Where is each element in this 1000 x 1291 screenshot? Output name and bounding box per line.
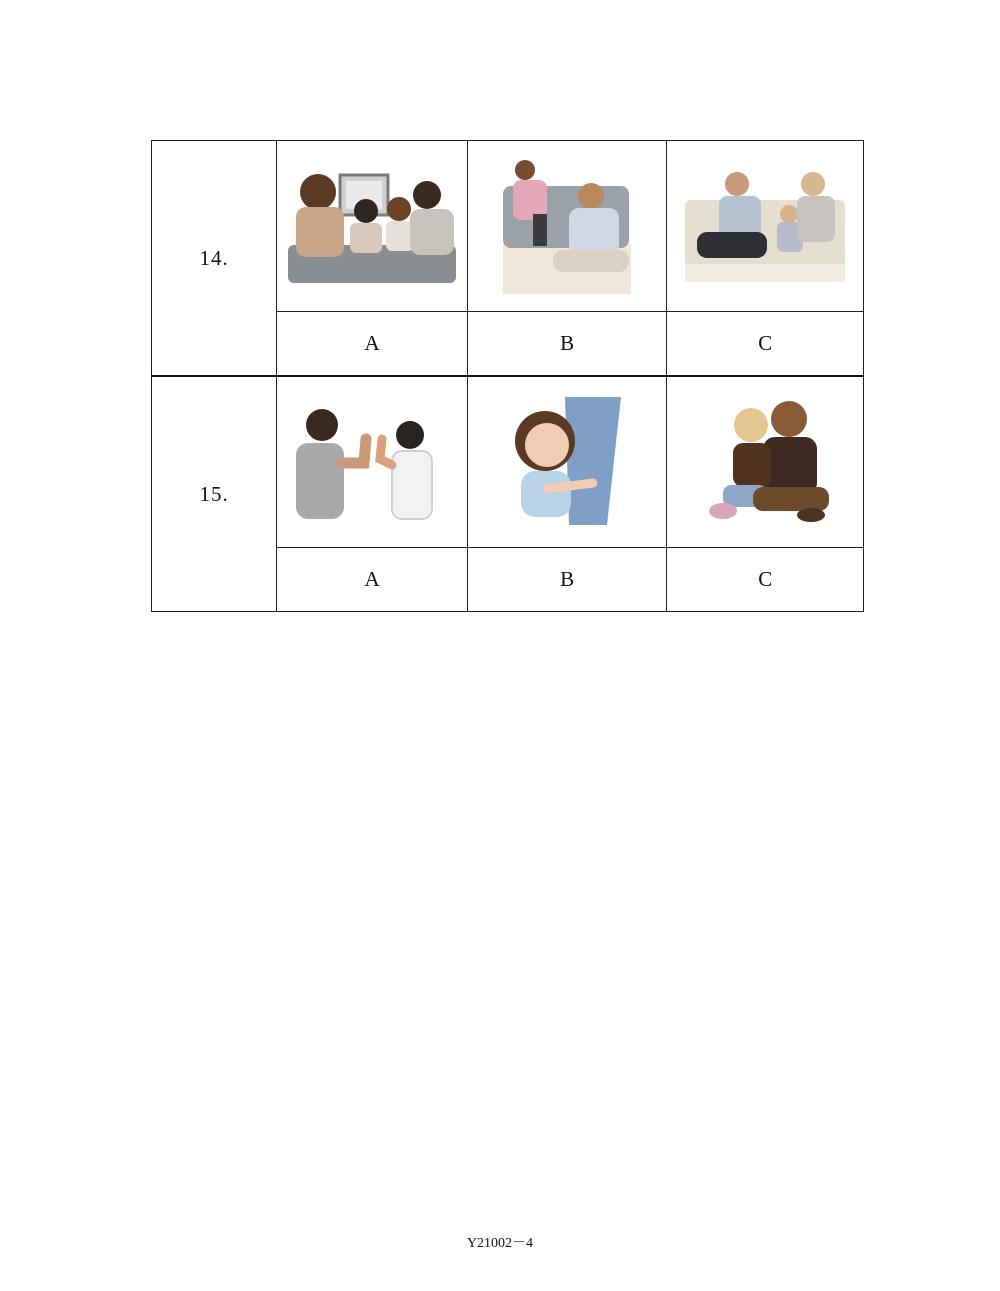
- question-15-option-c-picture[interactable]: [667, 376, 864, 548]
- question-14-option-a-picture[interactable]: [277, 141, 468, 312]
- question-14-option-a-label[interactable]: A: [277, 312, 468, 377]
- father-son-flexing-icon: [292, 403, 452, 521]
- page-footer: Y21002－4: [466, 1236, 534, 1251]
- family-on-sofa-icon: [685, 170, 845, 282]
- question-15-option-b-picture[interactable]: [467, 376, 667, 548]
- question-14-picture-row: [152, 141, 864, 312]
- question-14-option-c-label[interactable]: C: [667, 312, 864, 377]
- question-15-option-a-label[interactable]: A: [277, 548, 468, 612]
- question-14-number: 14.: [152, 141, 277, 377]
- mother-and-boy-on-phone-icon: [503, 158, 631, 294]
- question-14-option-c-picture[interactable]: [667, 141, 864, 312]
- question-14-option-b-label[interactable]: B: [467, 312, 667, 377]
- question-15-option-a-picture[interactable]: [277, 376, 468, 548]
- question-15-option-b-label[interactable]: B: [467, 548, 667, 612]
- question-15-number: 15.: [152, 376, 277, 612]
- question-table: [151, 140, 864, 612]
- family-watching-tv-icon: [288, 167, 456, 285]
- question-15-picture-row: [152, 376, 864, 548]
- question-14-option-b-picture[interactable]: [467, 141, 667, 312]
- question-15-option-c-label[interactable]: C: [667, 548, 864, 612]
- girl-hugging-leg-icon: [507, 397, 627, 527]
- children-hugging-icon: [693, 399, 837, 525]
